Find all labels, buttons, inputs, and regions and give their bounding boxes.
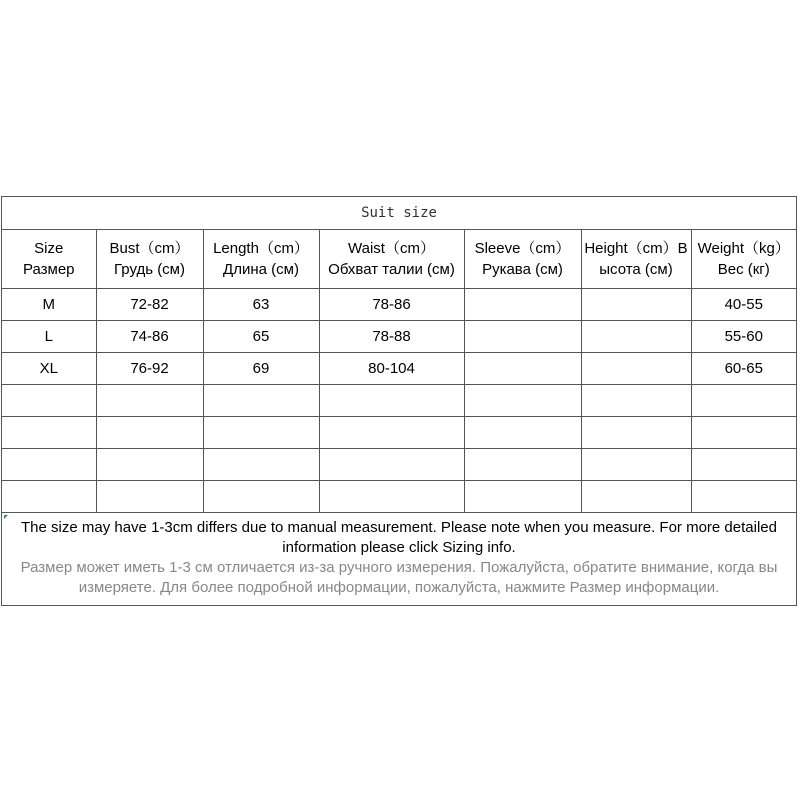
cell-length xyxy=(203,481,319,513)
cell-sleeve xyxy=(464,321,581,353)
cell-bust xyxy=(96,385,203,417)
note-russian: Размер может иметь 1-3 см отличается из-за ручного измерения. Пожалуйста, обратите внимание, когда вы измеряете. Для более подробной информации, пожалуйста, нажмите Размер информации. xyxy=(20,559,778,596)
cell-height xyxy=(581,449,691,481)
cell-bust: 74-86 xyxy=(96,321,203,353)
cell-weight xyxy=(691,417,796,449)
header-size-ru: Размер xyxy=(22,261,75,278)
header-bust xyxy=(96,230,203,289)
cell-length xyxy=(203,449,319,481)
cell-weight: 60-65 xyxy=(691,353,796,385)
cell-height xyxy=(581,289,691,321)
cell-size: XL xyxy=(2,353,96,385)
cell-bust xyxy=(96,449,203,481)
header-waist xyxy=(319,230,464,289)
cell-waist xyxy=(319,417,464,449)
cell-size xyxy=(2,417,96,449)
cell-size: M xyxy=(2,289,96,321)
header-weight xyxy=(691,230,796,289)
cell-sleeve xyxy=(464,417,581,449)
cell-weight xyxy=(691,481,796,513)
header-length-ru: Длина (см) xyxy=(223,261,299,278)
header-height-en: Height（cm）B xyxy=(584,240,688,257)
header-sleeve-en: Sleeve（cm） xyxy=(474,240,571,257)
header-bust-ru: Грудь (см) xyxy=(114,261,185,278)
cell-waist xyxy=(319,481,464,513)
cell-waist: 80-104 xyxy=(319,353,464,385)
header-row xyxy=(2,230,796,289)
cell-weight xyxy=(691,385,796,417)
cell-sleeve xyxy=(464,481,581,513)
header-weight-en: Weight（kg） xyxy=(697,240,790,257)
cell-length xyxy=(203,385,319,417)
table-row xyxy=(2,321,796,353)
cell-bust: 76-92 xyxy=(96,353,203,385)
header-size-en: Size xyxy=(34,240,64,257)
cell-sleeve xyxy=(464,289,581,321)
cell-height xyxy=(581,385,691,417)
header-sleeve xyxy=(464,230,581,289)
cell-waist xyxy=(319,385,464,417)
header-sleeve-ru: Рукава (см) xyxy=(482,261,563,278)
cell-height xyxy=(581,321,691,353)
cell-sleeve xyxy=(464,385,581,417)
table-row xyxy=(2,417,796,449)
cell-size xyxy=(2,449,96,481)
size-note xyxy=(2,513,796,603)
cell-weight: 55-60 xyxy=(691,321,796,353)
cell-waist: 78-88 xyxy=(319,321,464,353)
cell-sleeve xyxy=(464,353,581,385)
header-size xyxy=(2,230,96,289)
header-weight-ru: Вес (кг) xyxy=(717,261,770,278)
cell-length: 63 xyxy=(203,289,319,321)
cell-length: 65 xyxy=(203,321,319,353)
size-chart xyxy=(1,196,797,606)
table-row xyxy=(2,385,796,417)
corner-marker xyxy=(4,515,8,519)
cell-weight: 40-55 xyxy=(691,289,796,321)
header-height-ru: ысота (см) xyxy=(599,261,673,278)
table-row xyxy=(2,481,796,513)
table-row xyxy=(2,289,796,321)
cell-sleeve xyxy=(464,449,581,481)
cell-length: 69 xyxy=(203,353,319,385)
cell-height xyxy=(581,353,691,385)
chart-title: Suit size xyxy=(2,197,796,230)
header-bust-en: Bust（cm） xyxy=(109,240,190,257)
cell-bust: 72-82 xyxy=(96,289,203,321)
cell-waist xyxy=(319,449,464,481)
header-waist-ru: Обхват талии (см) xyxy=(328,261,455,278)
cell-size: L xyxy=(2,321,96,353)
cell-waist: 78-86 xyxy=(319,289,464,321)
header-height xyxy=(581,230,691,289)
note-english: The size may have 1-3cm differs due to manual measurement. Please note when you measure. For more detailed information please click Sizing info. xyxy=(21,519,777,556)
cell-height xyxy=(581,481,691,513)
cell-size xyxy=(2,481,96,513)
header-waist-en: Waist（cm） xyxy=(348,240,435,257)
cell-size xyxy=(2,385,96,417)
cell-height xyxy=(581,417,691,449)
cell-length xyxy=(203,417,319,449)
cell-bust xyxy=(96,481,203,513)
cell-weight xyxy=(691,449,796,481)
header-length xyxy=(203,230,319,289)
table-row xyxy=(2,449,796,481)
cell-bust xyxy=(96,417,203,449)
table-row xyxy=(2,353,796,385)
size-table xyxy=(2,230,796,513)
header-length-en: Length（cm） xyxy=(213,240,309,257)
